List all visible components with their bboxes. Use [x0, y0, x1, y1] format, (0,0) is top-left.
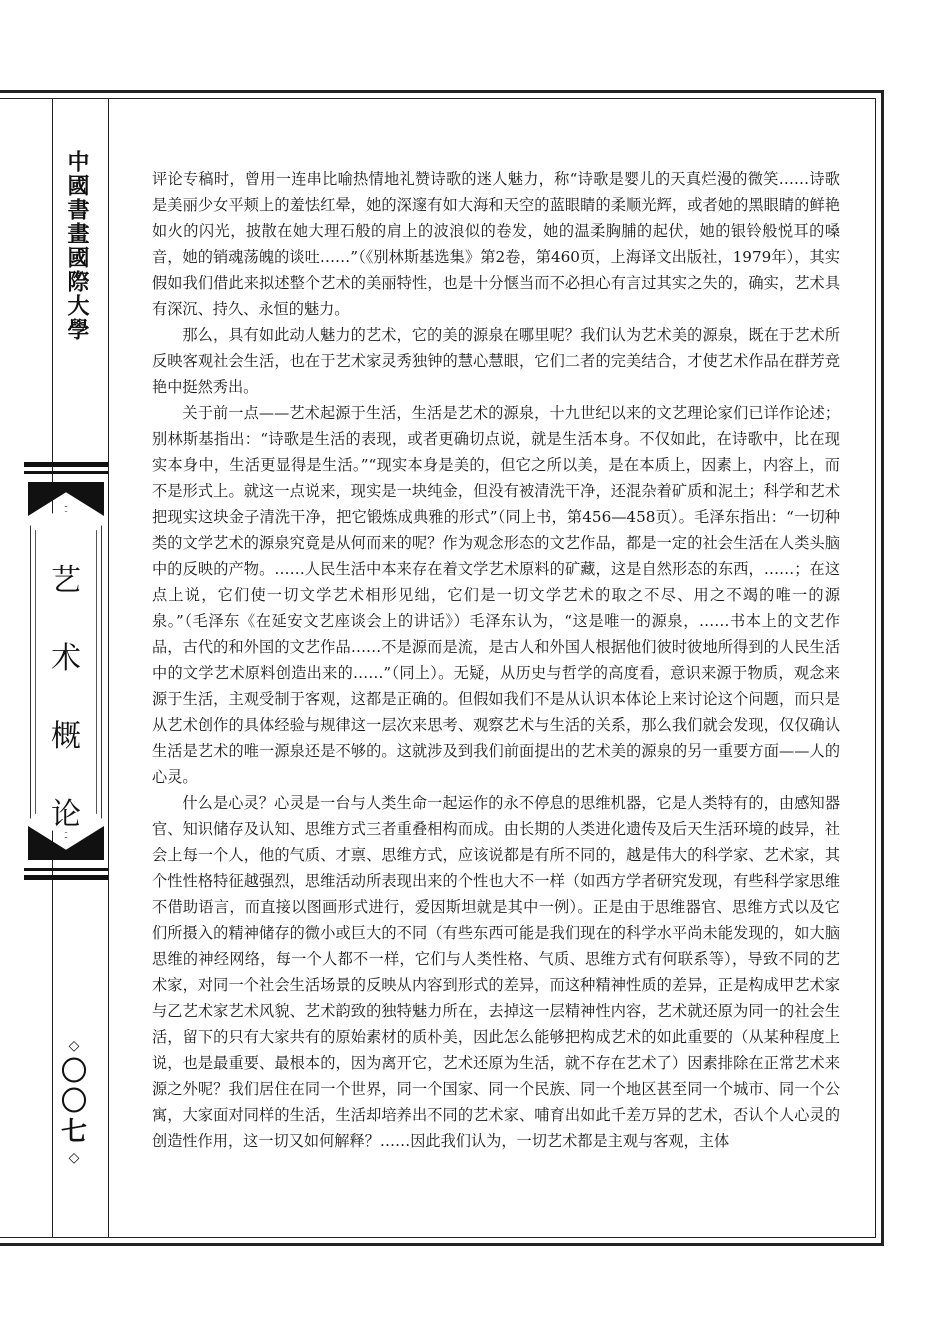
book-title — [20, 542, 112, 854]
page-number — [54, 1035, 94, 1169]
title-panel-top-bar-thin — [24, 471, 108, 474]
paragraph: 什么是心灵？心灵是一台与人类生命一起运作的永不停息的思维机器，它是人类特有的，由感知器官、知识储存及认知、思维方式三者重叠相构而成。由长期的人类进化遗传及后天生活环境的歧异，社会上每一个人，他的气质、才禀、思维方式，应该说都是有所不同的，越是伟大的科学家、艺术家，其个性性格特征越强烈，思维活动所表现出来的个性也大不一样（如西方学者研究发现，有些科学家思维不借助语言，而直接以图画形式进行，爱因斯坦就是其中一例）。正是由于思维器官、思维方式以及它们所摄入的精神储存的微小或巨大的不同（有些东西可能是我们现在的科学水平尚未能发现的，如大脑思维的神经网络，每一个人都不一样，它们与人类性格、气质、思维方式有何联系等），导致不同的艺术家，对同一个社会生活场景的反映从内容到形式的差异，而这种精神性质的差异，正是构成甲艺术家与乙艺术家艺术风貌、艺术韵致的独特魅力所在，去掉这一层精神性内容，艺术就还原为同一的社会生活，留下的只有大家共有的原始素材的质朴美，因此怎么能够把构成艺术的如此重要的（从某种程度上说，也是最重要、最根本的，因为离开它，艺术还原为生活，就不存在艺术了）因素排除在正常艺术来源之外呢？我们居住在同一个世界，同一个国家、同一个民族、同一个地区甚至同一个城市、同一个公寓，大家面对同样的生活，生活却培养出不同的艺术家、哺育出如此千差万异的艺术，否认个人心灵的创造性作用，这一切又如何解释？……因此我们认为，一切艺术都是主观与客观，主体 — [152, 794, 840, 1150]
diamond-ornament-icon: ◇ — [68, 1038, 80, 1054]
paragraph: 那么，具有如此动人魅力的艺术，它的美的源泉在哪里呢？我们认为艺术美的源泉，既在于艺术所反映客观社会生活，也在于艺术家灵秀独钟的慧心慧眼，它们二者的完美结合，才使艺术作品在群芳竞艳中挺然秀出。 — [152, 326, 840, 396]
page-number-digit: 〇 — [60, 1057, 87, 1087]
school-name: 中國書畫國際大學 — [64, 150, 90, 342]
title-panel-top-bar — [24, 462, 108, 467]
page-number-digit: 〇 — [60, 1087, 87, 1117]
book-title-panel — [20, 462, 112, 880]
body-text — [152, 166, 840, 1154]
paragraph: 评论专稿时，曾用一连串比喻热情地礼赞诗歌的迷人魅力，称“诗歌是婴儿的天真烂漫的微笑……诗歌是美丽少女平颊上的羞怯红晕，她的深邃有如大海和天空的蓝眼睛的柔顺光辉，或者她的黑眼睛的鲜艳如火的闪光，披散在她大理石般的肩上的波浪似的卷发，她的温柔胸脯的起伏，她的银铃般悦耳的嗓音，她的销魂荡魄的谈吐……”（《别林斯基选集》第2卷，第460页，上海译文出版社，1979年），其实假如我们借此来拟述整个艺术的美丽特性，也是十分惬当而不必担心有言过其实之失的，确实，艺术具有深沉、持久、永恒的魅力。 — [152, 170, 840, 318]
diamond-ornament-icon: ◇ — [68, 1150, 80, 1166]
title-panel-bottom-bar-thin — [24, 868, 108, 871]
title-panel-bottom-bar — [24, 875, 108, 880]
book-title-char: 艺 — [51, 563, 81, 598]
book-title-char: 术 — [51, 641, 81, 676]
paragraph: 关于前一点——艺术起源于生活，生活是艺术的源泉，十九世纪以来的文艺理论家们已详作论述；别林斯基指出：“诗歌是生活的表现，或者更确切点说，就是生活本身。不仅如此，在诗歌中，比在现实本身中，生活更显得是生活。”“现实本身是美的，但它之所以美，是在本质上，因素上，内容上，而不是形式上。就这一点说来，现实是一块纯金，但没有被清洗干净，还混杂着矿质和泥土；科学和艺术把现实这块金子清洗干净，把它锻炼成典雅的形式”（同上书，第456—458页）。毛泽东指出：“一切种类的文学艺术的源泉究竟是从何而来的呢？作为观念形态的文艺作品，都是一定的社会生活在人类头脑中的反映的产物。……人民生活中本来存在着文学艺术原料的矿藏，这是自然形态的东西，……；在这点上说，它们使一切文学艺术相形见绌，它们是一切文学艺术的取之不尽、用之不竭的唯一的源泉。”（毛泽东《在延安文艺座谈会上的讲话》）毛泽东认为，“这是唯一的源泉，……书本上的文艺作品，古代的和外国的文艺作品……不是源而是流，是古人和外国人根据他们彼时彼地所得到的人民生活中的文学艺术原料创造出来的……”（同上）。无疑，从历史与哲学的高度看，意识来源于物质，观念来源于生活，主观受制于客观，这都是正确的。但假如我们不是从认识本体论上来讨论这个问题，而只是从艺术创作的具体经验与规律这一层次来思考、观察艺术与生活的关系，那么我们就会发现，仅仅确认生活是艺术的唯一源泉还是不够的。这就涉及到我们前面提出的艺术美的源泉的另一重要方面——人的心灵。 — [152, 404, 840, 786]
book-title-char: 论 — [51, 797, 81, 832]
book-title-char: 概 — [51, 719, 81, 754]
page-number-digit: 七 — [60, 1117, 87, 1147]
